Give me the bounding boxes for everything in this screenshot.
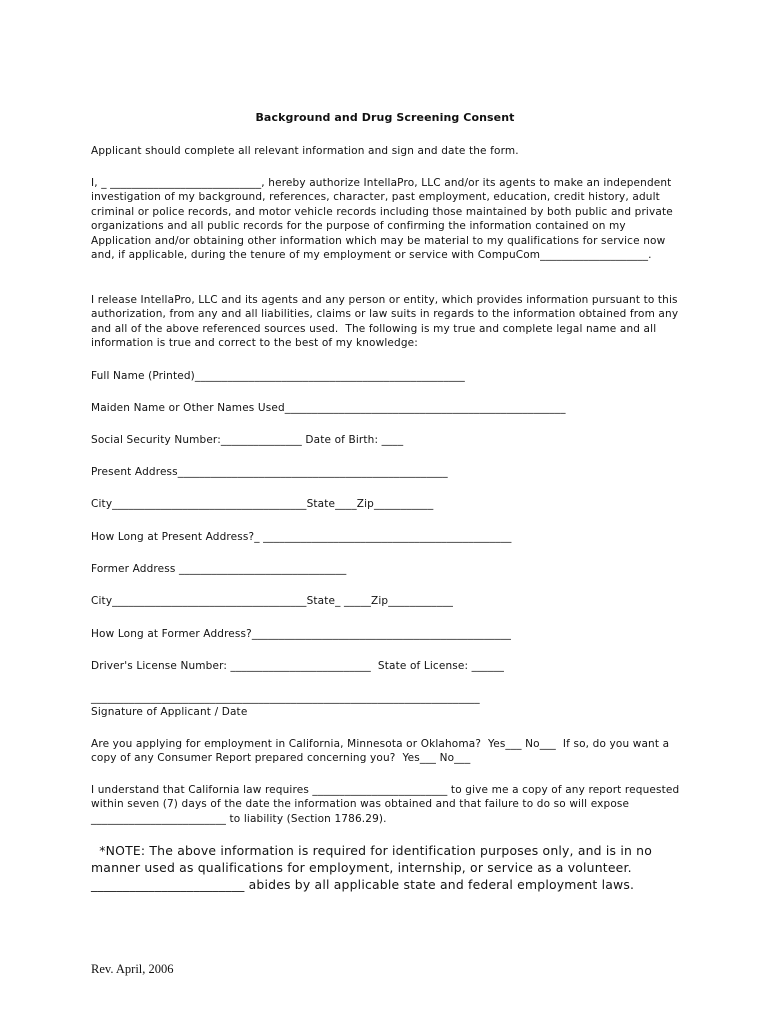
form-title: Background and Drug Screening Consent bbox=[255, 111, 515, 124]
city-state-zip-present-field[interactable]: City____________________________________State____Zip___________ bbox=[91, 498, 434, 510]
maiden-name-field[interactable]: Maiden Name or Other Names Used____________________________________________________ bbox=[91, 402, 566, 414]
employment-state-question: Are you applying for employment in California, Minnesota or Oklahoma? Yes___ No___ If so, do you want a copy of any Consumer Report prepared concerning you? Yes___ No___ bbox=[91, 738, 673, 765]
drivers-license-field[interactable]: Driver's License Number: __________________________ State of License: ______ bbox=[91, 660, 505, 672]
release-paragraph: I release IntellaPro, LLC and its agents and any person or entity, which provides information pursuant to this authorization, from any and all liabilities, claims or law suits in regards to the information obtained from any and all of the above referenced sources used. The following is my true and complete legal name and all information is true and correct to the best of my knowledge: bbox=[91, 294, 682, 350]
former-address-field[interactable]: Former Address _______________________________ bbox=[91, 563, 347, 575]
present-address-field[interactable]: Present Address__________________________________________________ bbox=[91, 466, 448, 478]
signature-label: Signature of Applicant / Date bbox=[91, 706, 248, 718]
ssn-dob-field[interactable]: Social Security Number:_______________ Date of Birth: ____ bbox=[91, 434, 404, 446]
revision-date: Rev. April, 2006 bbox=[91, 962, 174, 976]
how-long-former-field[interactable]: How Long at Former Address?________________________________________________ bbox=[91, 628, 512, 640]
full-name-field[interactable]: Full Name (Printed)__________________________________________________ bbox=[91, 370, 465, 382]
california-law-paragraph: I understand that California law requires _________________________ to give me a copy of any report requested within seven (7) days of the date the information was obtained and that failure to do so will expose _________________________ to liability (Section 1786.29). bbox=[91, 784, 683, 825]
authorization-paragraph: I, _ ____________________________, hereby authorize IntellaPro, LLC and/or its agents to make an independent investigation of my background, references, character, past employment, education, credit history, adult criminal or police records, and motor vehicle records including those maintained by both public and private organizations and all public records for the purpose of confirming the information contained on my Application and/or obtaining other information which may be material to my qualifications for service now and, if applicable, during the tenure of my employment or service with CompuCom____________________. bbox=[91, 177, 677, 262]
signature-line[interactable]: ________________________________________________________________________ bbox=[91, 692, 480, 704]
intro-text: Applicant should complete all relevant information and sign and date the form. bbox=[91, 145, 519, 157]
how-long-present-field[interactable]: How Long at Present Address?_ ______________________________________________ bbox=[91, 531, 512, 543]
identification-note: *NOTE: The above information is required for identification purposes only, and is in no manner used as qualifications for employment, internship, or service as a volunteer. ________________________ abides by all applicable state and federal employment laws. bbox=[91, 843, 657, 892]
city-state-zip-former-field[interactable]: City____________________________________State_ _____Zip____________ bbox=[91, 595, 454, 607]
